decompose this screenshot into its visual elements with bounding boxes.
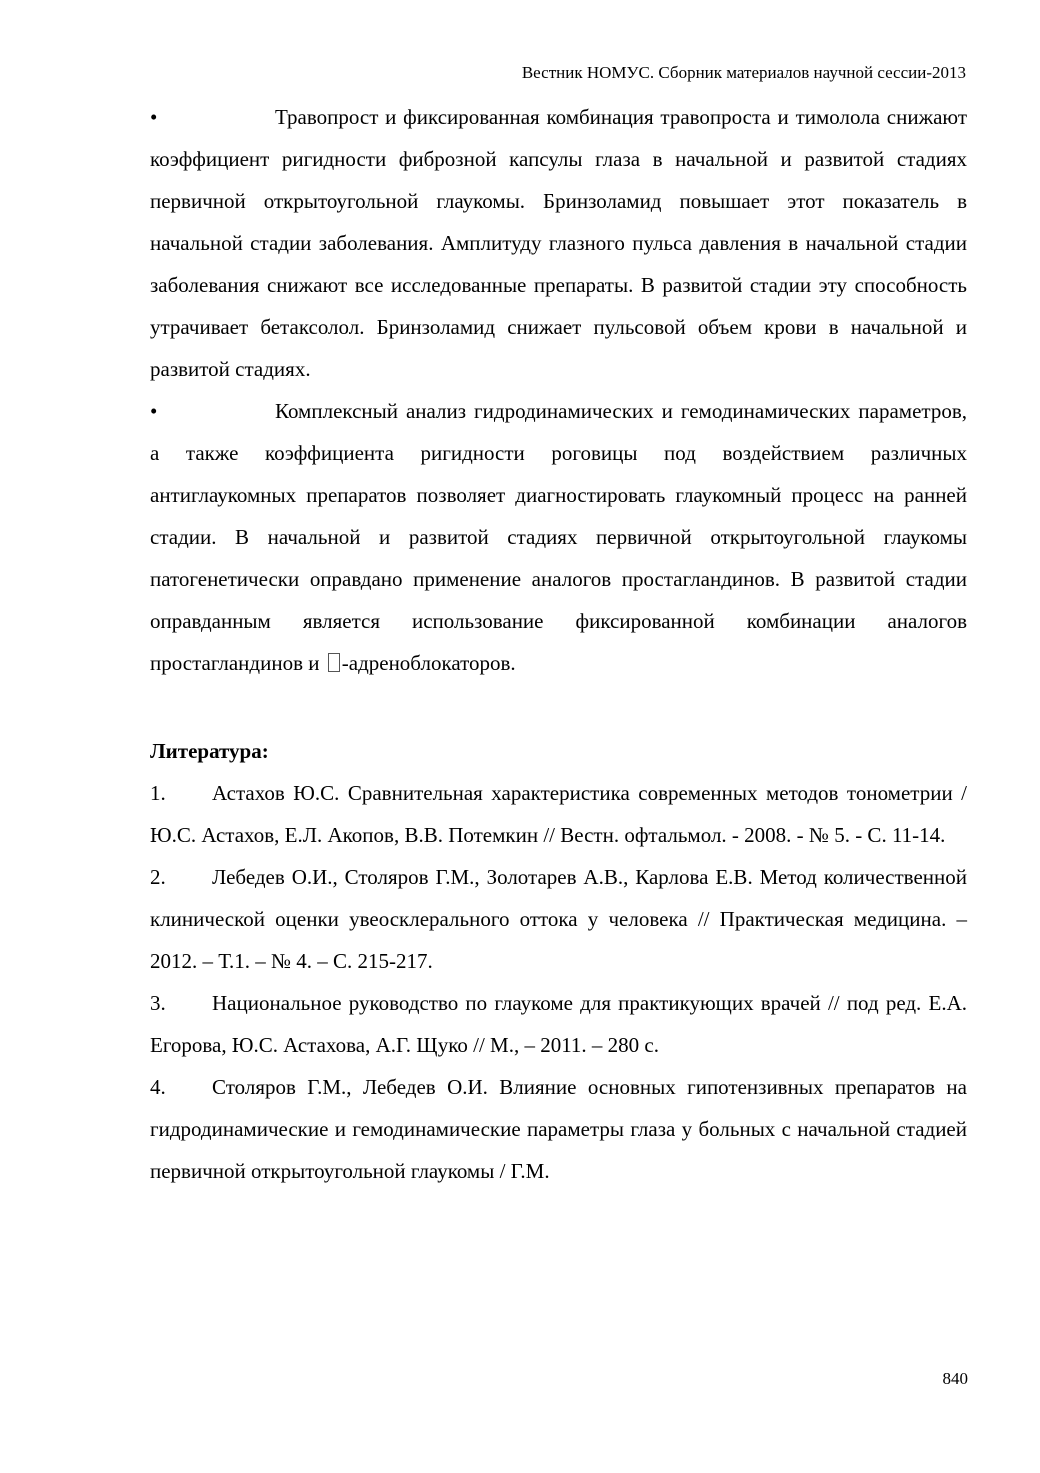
literature-heading: Литература: (150, 739, 269, 763)
reference-number: 3. (150, 991, 166, 1015)
reference-number: 1. (150, 781, 166, 805)
reference-number: 2. (150, 865, 166, 889)
reference-text: Астахов Ю.С. Сравнительная характеристика современных методов тонометрии / Ю.С. Астахов, Е.Л. Акопов, В.В. Потемкин // Вестн. офтальмол. - 2008. - № 5. - С. 11-14. (150, 781, 967, 847)
conclusion-text-1: Травопрост и фиксированная комбинация травопроста и тимолола снижают коэффициент ригидности фиброзной капсулы глаза в начальной и развитой стадиях первичной открытоугольной глаукомы. Бринзоламид повышает этот показатель в начальной стадии заболевания. Амплитуду глазного пульса давления в начальной стадии заболевания снижают все исследованные препараты. В развитой стадии эту способность утрачивает бетаксолол. Бринзоламид снижает пульсовой объем крови в начальной и развитой стадиях. (150, 105, 967, 381)
reference-number: 4. (150, 1075, 166, 1099)
conclusion-text-2-tail: -адреноблокаторов. (341, 651, 516, 675)
page-body (150, 96, 967, 1192)
missing-glyph-icon (328, 653, 340, 672)
bullet-icon: • (150, 399, 158, 423)
conclusion-text-2: Комплексный анализ гидродинамических и гемодинамических параметров, а также коэффициента ригидности роговицы под воздействием различных антиглаукомных препаратов позволяет диагностировать глаукомный процесс на ранней стадии. В начальной и развитой стадиях первичной открытоугольной глаукомы патогенетически оправдано применение аналогов простагландинов. В развитой стадии оправданным является использование фиксированной комбинации аналогов простагландинов и (150, 399, 967, 675)
conclusion-paragraph-1 (150, 96, 967, 390)
section-spacer (150, 684, 967, 730)
reference-item (150, 1066, 967, 1192)
reference-text: Национальное руководство по глаукоме для практикующих врачей // под ред. Е.А. Егорова, Ю.С. Астахова, А.Г. Щуко // М., – 2011. – 280 с. (150, 991, 967, 1057)
conclusion-paragraph-2 (150, 390, 967, 684)
bullet-icon: • (150, 105, 158, 129)
running-header: Вестник НОМУС. Сборник материалов научной сессии-2013 (521, 63, 966, 82)
page-number: 840 (942, 1369, 968, 1388)
reference-item (150, 772, 967, 856)
reference-item (150, 856, 967, 982)
reference-item (150, 982, 967, 1066)
reference-text: Столяров Г.М., Лебедев О.И. Влияние основных гипотензивных препаратов на гидродинамические и гемодинамические параметры глаза у больных с начальной стадией первичной открытоугольной глаукомы / Г.М. (150, 1075, 967, 1183)
reference-text: Лебедев О.И., Столяров Г.М., Золотарев А.В., Карлова Е.В. Метод количественной клинической оценки увеосклерального оттока у человека // Практическая медицина. – 2012. – Т.1. – № 4. – С. 215-217. (150, 865, 967, 973)
